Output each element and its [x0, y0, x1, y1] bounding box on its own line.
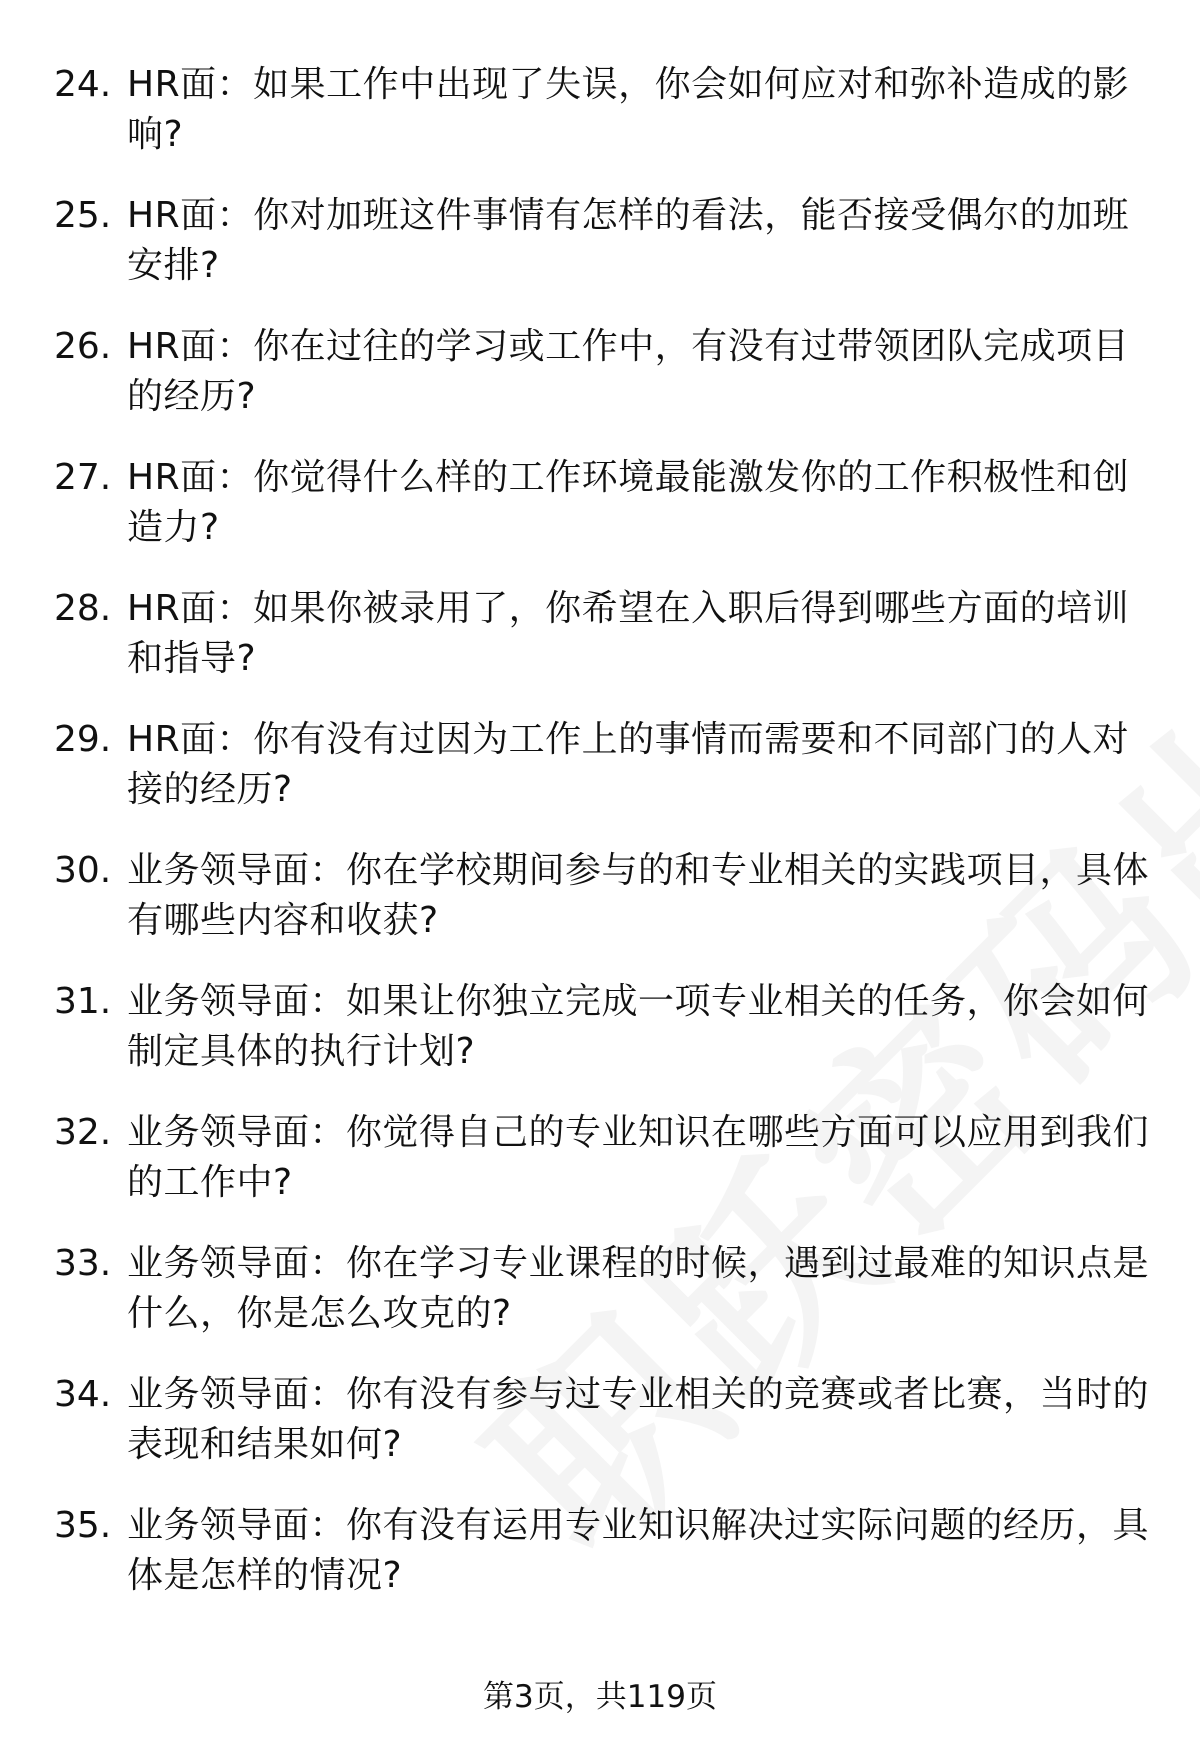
question-text: HR面：你在过往的学习或工作中，有没有过带领团队完成项目的经历?	[127, 326, 1130, 417]
question-number: 31.	[54, 981, 112, 1022]
list-item	[0, 60, 1200, 191]
list-item	[0, 322, 1200, 453]
list-item	[0, 1108, 1200, 1239]
list-item	[0, 584, 1200, 715]
question-text: HR面：你觉得什么样的工作环境最能激发你的工作积极性和创造力?	[127, 457, 1130, 548]
question-number: 25.	[54, 195, 112, 236]
list-item	[0, 977, 1200, 1108]
question-number: 29.	[54, 719, 112, 760]
list-item	[0, 1370, 1200, 1501]
question-text: 业务领导面：你觉得自己的专业知识在哪些方面可以应用到我们的工作中?	[127, 1112, 1150, 1203]
question-number: 24.	[54, 64, 112, 105]
question-number: 28.	[54, 588, 112, 629]
question-text: HR面：你对加班这件事情有怎样的看法，能否接受偶尔的加班安排?	[127, 195, 1130, 286]
list-item	[0, 1239, 1200, 1370]
question-number: 33.	[54, 1243, 112, 1284]
list-item	[0, 191, 1200, 322]
question-number: 35.	[54, 1505, 112, 1546]
question-text: 业务领导面：你在学校期间参与的和专业相关的实践项目，具体有哪些内容和收获?	[127, 850, 1150, 941]
page-footer: 第3页，共119页	[483, 1679, 717, 1715]
list-item	[0, 453, 1200, 584]
question-number: 30.	[54, 850, 112, 891]
question-text: HR面：如果你被录用了，你希望在入职后得到哪些方面的培训和指导?	[127, 588, 1130, 679]
question-number: 32.	[54, 1112, 112, 1153]
question-text: 业务领导面：如果让你独立完成一项专业相关的任务，你会如何制定具体的执行计划?	[127, 981, 1150, 1072]
question-number: 27.	[54, 457, 112, 498]
list-item	[0, 1501, 1200, 1632]
question-text: HR面：你有没有过因为工作上的事情而需要和不同部门的人对接的经历?	[127, 719, 1130, 810]
list-item	[0, 715, 1200, 846]
question-list	[0, 60, 1200, 1632]
question-text: 业务领导面：你在学习专业课程的时候，遇到过最难的知识点是什么，你是怎么攻克的?	[127, 1243, 1150, 1334]
question-text: HR面：如果工作中出现了失误，你会如何应对和弥补造成的影响?	[127, 64, 1130, 155]
question-number: 26.	[54, 326, 112, 367]
question-text: 业务领导面：你有没有运用专业知识解决过实际问题的经历，具体是怎样的情况?	[127, 1505, 1150, 1596]
question-number: 34.	[54, 1374, 112, 1415]
list-item	[0, 846, 1200, 977]
question-text: 业务领导面：你有没有参与过专业相关的竞赛或者比赛，当时的表现和结果如何?	[127, 1374, 1150, 1465]
